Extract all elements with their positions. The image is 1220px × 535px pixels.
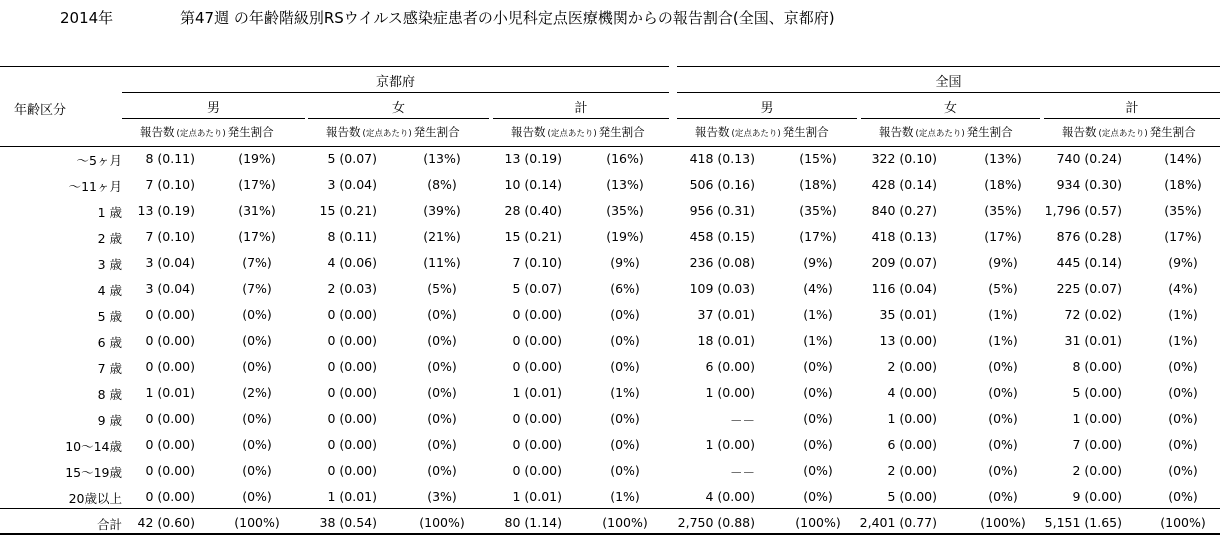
row-5-count-5: 225 (0.07) (1056, 281, 1122, 296)
row-11-ratio-1: (0%) (427, 437, 457, 452)
row-4-ratio-1: (11%) (423, 255, 461, 270)
row-5-count-0: 3 (0.04) (145, 281, 195, 296)
row-13-ratio-0: (0%) (242, 489, 272, 504)
row-8-ratio-0: (0%) (242, 359, 272, 374)
row-3-count-2: 15 (0.21) (504, 229, 562, 244)
row-2-ratio-1: (39%) (423, 203, 461, 218)
row-9-count-1: 0 (0.00) (327, 385, 377, 400)
total-count-2: 80 (1.14) (504, 515, 562, 530)
row-5-ratio-3: (4%) (803, 281, 833, 296)
row-1-count-5: 934 (0.30) (1056, 177, 1122, 192)
age-row-label-8: 7 歳 (97, 361, 122, 376)
sex-header-4: 女 (943, 101, 957, 116)
row-12-count-5: 2 (0.00) (1072, 463, 1122, 478)
total-ratio-3: (100%) (795, 515, 841, 530)
age-row-label-0: ～5ヶ月 (76, 153, 122, 168)
age-row-label-12: 15～19歳 (65, 465, 122, 480)
row-11-count-2: 0 (0.00) (512, 437, 562, 452)
row-7-ratio-3: (1%) (803, 333, 833, 348)
row-2-ratio-5: (35%) (1164, 203, 1202, 218)
row-7-count-0: 0 (0.00) (145, 333, 195, 348)
age-row-label-9: 8 歳 (97, 387, 122, 402)
row-6-count-5: 72 (0.02) (1064, 307, 1122, 322)
row-3-ratio-1: (21%) (423, 229, 461, 244)
row-9-count-2: 1 (0.01) (512, 385, 562, 400)
row-11-count-5: 7 (0.00) (1072, 437, 1122, 452)
age-row-label-11: 10～14歳 (65, 439, 122, 454)
total-count-5: 5,151 (1.65) (1044, 515, 1122, 530)
row-3-count-3: 458 (0.15) (689, 229, 755, 244)
row-6-count-1: 0 (0.00) (327, 307, 377, 322)
ratio-label: 発生割合 (598, 125, 645, 139)
row-7-ratio-1: (0%) (427, 333, 457, 348)
row-2-count-3: 956 (0.31) (689, 203, 755, 218)
row-11-ratio-5: (0%) (1168, 437, 1198, 452)
sub-header-4 (879, 124, 1013, 140)
row-1-ratio-5: (18%) (1164, 177, 1202, 192)
row-0-count-5: 740 (0.24) (1056, 151, 1122, 166)
row-3-count-1: 8 (0.11) (327, 229, 377, 244)
row-13-ratio-5: (0%) (1168, 489, 1198, 504)
row-10-count-1: 0 (0.00) (327, 411, 377, 426)
row-3-ratio-3: (17%) (799, 229, 837, 244)
row-7-count-2: 0 (0.00) (512, 333, 562, 348)
row-5-count-3: 109 (0.03) (689, 281, 755, 296)
row-0-ratio-2: (16%) (606, 151, 644, 166)
row-1-ratio-1: (8%) (427, 177, 457, 192)
count-label: 報告数 (511, 125, 546, 139)
row-6-count-4: 35 (0.01) (879, 307, 937, 322)
row-0-count-3: 418 (0.13) (689, 151, 755, 166)
row-8-ratio-1: (0%) (427, 359, 457, 374)
row-0-count-0: 8 (0.11) (145, 151, 195, 166)
region-header-national: 全国 (935, 75, 962, 90)
row-1-count-4: 428 (0.14) (871, 177, 937, 192)
row-7-ratio-0: (0%) (242, 333, 272, 348)
total-count-4: 2,401 (0.77) (859, 515, 937, 530)
row-4-count-0: 3 (0.04) (145, 255, 195, 270)
age-row-label-3: 2 歳 (97, 231, 122, 246)
row-6-ratio-2: (0%) (610, 307, 640, 322)
row-10-ratio-2: (0%) (610, 411, 640, 426)
sub-header-5 (1062, 124, 1196, 140)
row-5-ratio-1: (5%) (427, 281, 457, 296)
row-11-ratio-0: (0%) (242, 437, 272, 452)
row-5-count-4: 116 (0.04) (871, 281, 937, 296)
sex-rule-0 (122, 118, 305, 119)
row-4-count-5: 445 (0.14) (1056, 255, 1122, 270)
row-3-count-0: 7 (0.10) (145, 229, 195, 244)
sex-rule-3 (677, 118, 857, 119)
row-10-count-5: 1 (0.00) (1072, 411, 1122, 426)
count-label: 報告数 (326, 125, 361, 139)
per-site-label: (定点あたり) (362, 129, 412, 139)
per-site-label: (定点あたり) (915, 129, 965, 139)
row-6-ratio-4: (1%) (988, 307, 1018, 322)
sub-header-2 (511, 124, 645, 140)
row-1-count-3: 506 (0.16) (689, 177, 755, 192)
row-9-count-0: 1 (0.01) (145, 385, 195, 400)
age-row-label-2: 1 歳 (97, 205, 122, 220)
sex-header-1: 女 (391, 101, 405, 116)
row-2-ratio-0: (31%) (238, 203, 276, 218)
row-11-count-3: 1 (0.00) (705, 437, 755, 452)
row-9-ratio-1: (0%) (427, 385, 457, 400)
page-title: 第47週 の年齢階級別RSウイルス感染症患者の小児科定点医療機関からの報告割合(全国、京都府) (180, 9, 835, 27)
ratio-label: 発生割合 (1149, 125, 1196, 139)
row-7-count-4: 13 (0.00) (879, 333, 937, 348)
row-9-ratio-2: (1%) (610, 385, 640, 400)
row-3-ratio-4: (17%) (984, 229, 1022, 244)
row-8-count-2: 0 (0.00) (512, 359, 562, 374)
total-ratio-1: (100%) (419, 515, 465, 530)
row-13-ratio-4: (0%) (988, 489, 1018, 504)
row-12-ratio-4: (0%) (988, 463, 1018, 478)
age-row-label-5: 4 歳 (97, 283, 122, 298)
row-9-ratio-5: (0%) (1168, 385, 1198, 400)
per-site-label: (定点あたり) (731, 129, 781, 139)
sex-rule-5 (1044, 118, 1220, 119)
row-12-count-4: 2 (0.00) (887, 463, 937, 478)
age-row-label-7: 6 歳 (97, 335, 122, 350)
row-4-ratio-0: (7%) (242, 255, 272, 270)
per-site-label: (定点あたり) (1098, 129, 1148, 139)
row-2-count-2: 28 (0.40) (504, 203, 562, 218)
age-group-header: 年齢区分 (13, 103, 66, 118)
row-0-count-4: 322 (0.10) (871, 151, 937, 166)
row-5-ratio-5: (4%) (1168, 281, 1198, 296)
row-1-ratio-4: (18%) (984, 177, 1022, 192)
total-row-label: 合計 (96, 517, 122, 532)
row-4-ratio-5: (9%) (1168, 255, 1198, 270)
row-2-count-4: 840 (0.27) (871, 203, 937, 218)
sex-rule-1 (308, 118, 489, 119)
total-count-0: 42 (0.60) (137, 515, 195, 530)
row-2-ratio-2: (35%) (606, 203, 644, 218)
count-label: 報告数 (695, 125, 730, 139)
row-12-count-0: 0 (0.00) (145, 463, 195, 478)
row-7-count-5: 31 (0.01) (1064, 333, 1122, 348)
row-10-count-4: 1 (0.00) (887, 411, 937, 426)
sub-header-0 (140, 124, 274, 140)
row-1-count-2: 10 (0.14) (504, 177, 562, 192)
row-2-ratio-3: (35%) (799, 203, 837, 218)
total-ratio-4: (100%) (980, 515, 1026, 530)
row-8-ratio-5: (0%) (1168, 359, 1198, 374)
total-ratio-2: (100%) (602, 515, 648, 530)
sex-rule-4 (861, 118, 1040, 119)
row-6-count-0: 0 (0.00) (145, 307, 195, 322)
row-5-ratio-0: (7%) (242, 281, 272, 296)
row-8-count-3: 6 (0.00) (705, 359, 755, 374)
row-12-ratio-2: (0%) (610, 463, 640, 478)
per-site-label: (定点あたり) (547, 129, 597, 139)
row-3-ratio-0: (17%) (238, 229, 276, 244)
row-1-count-1: 3 (0.04) (327, 177, 377, 192)
row-4-count-4: 209 (0.07) (871, 255, 937, 270)
row-1-ratio-0: (17%) (238, 177, 276, 192)
row-10-ratio-0: (0%) (242, 411, 272, 426)
row-13-ratio-1: (3%) (427, 489, 457, 504)
row-12-count-2: 0 (0.00) (512, 463, 562, 478)
row-12-ratio-3: (0%) (803, 463, 833, 478)
count-label: 報告数 (140, 125, 175, 139)
ratio-label: 発生割合 (966, 125, 1013, 139)
row-4-ratio-2: (9%) (610, 255, 640, 270)
row-8-ratio-4: (0%) (988, 359, 1018, 374)
row-4-count-1: 4 (0.06) (327, 255, 377, 270)
row-7-ratio-5: (1%) (1168, 333, 1198, 348)
row-6-count-2: 0 (0.00) (512, 307, 562, 322)
row-7-ratio-2: (0%) (610, 333, 640, 348)
row-9-count-3: 1 (0.00) (705, 385, 755, 400)
row-9-count-5: 5 (0.00) (1072, 385, 1122, 400)
row-2-count-5: 1,796 (0.57) (1044, 203, 1122, 218)
row-8-count-5: 8 (0.00) (1072, 359, 1122, 374)
row-4-ratio-3: (9%) (803, 255, 833, 270)
row-10-ratio-5: (0%) (1168, 411, 1198, 426)
row-11-ratio-3: (0%) (803, 437, 833, 452)
row-12-count-1: 0 (0.00) (327, 463, 377, 478)
region-header-kyoto: 京都府 (375, 75, 415, 90)
ratio-label: 発生割合 (413, 125, 460, 139)
year-label: 2014年 (60, 9, 114, 27)
row-11-count-0: 0 (0.00) (145, 437, 195, 452)
total-count-3: 2,750 (0.88) (677, 515, 755, 530)
sex-header-0: 男 (206, 101, 220, 116)
row-13-ratio-3: (0%) (803, 489, 833, 504)
row-10-count-2: 0 (0.00) (512, 411, 562, 426)
total-top-rule (0, 508, 1220, 509)
row-0-ratio-3: (15%) (799, 151, 837, 166)
row-3-count-5: 876 (0.28) (1056, 229, 1122, 244)
row-6-ratio-1: (0%) (427, 307, 457, 322)
row-9-ratio-3: (0%) (803, 385, 833, 400)
sub-header-1 (326, 124, 460, 140)
row-13-ratio-2: (1%) (610, 489, 640, 504)
row-4-ratio-4: (9%) (988, 255, 1018, 270)
sex-header-3: 男 (760, 101, 774, 116)
row-8-ratio-2: (0%) (610, 359, 640, 374)
age-row-label-4: 3 歳 (97, 257, 122, 272)
row-8-count-0: 0 (0.00) (145, 359, 195, 374)
row-6-count-3: 37 (0.01) (697, 307, 755, 322)
row-3-ratio-5: (17%) (1164, 229, 1202, 244)
row-10-ratio-4: (0%) (988, 411, 1018, 426)
row-5-count-2: 5 (0.07) (512, 281, 562, 296)
row-9-ratio-4: (0%) (988, 385, 1018, 400)
row-13-count-5: 9 (0.00) (1072, 489, 1122, 504)
total-count-1: 38 (0.54) (319, 515, 377, 530)
row-7-ratio-4: (1%) (988, 333, 1018, 348)
row-0-ratio-5: (14%) (1164, 151, 1202, 166)
age-row-label-10: 9 歳 (97, 413, 122, 428)
per-site-label: (定点あたり) (176, 129, 226, 139)
row-7-count-1: 0 (0.00) (327, 333, 377, 348)
count-label: 報告数 (879, 125, 914, 139)
row-10-count-0: 0 (0.00) (145, 411, 195, 426)
row-0-count-1: 5 (0.07) (327, 151, 377, 166)
row-7-count-3: 18 (0.01) (697, 333, 755, 348)
sub-header-3 (695, 124, 829, 140)
row-8-ratio-3: (0%) (803, 359, 833, 374)
row-2-count-1: 15 (0.21) (319, 203, 377, 218)
age-row-label-1: ～11ヶ月 (68, 179, 122, 194)
total-ratio-5: (100%) (1160, 515, 1206, 530)
row-13-count-0: 0 (0.00) (145, 489, 195, 504)
row-0-ratio-1: (13%) (423, 151, 461, 166)
row-12-ratio-5: (0%) (1168, 463, 1198, 478)
count-label: 報告数 (1062, 125, 1097, 139)
region-rule-left (122, 92, 669, 93)
row-9-ratio-0: (2%) (242, 385, 272, 400)
sex-rule-2 (493, 118, 669, 119)
ratio-label: 発生割合 (227, 125, 274, 139)
age-row-label-13: 20歳以上 (68, 491, 122, 506)
row-1-ratio-3: (18%) (799, 177, 837, 192)
row-10-ratio-1: (0%) (427, 411, 457, 426)
row-4-count-2: 7 (0.10) (512, 255, 562, 270)
row-10-count-3: －－ (729, 413, 755, 428)
header-bottom-rule (0, 146, 1220, 147)
row-13-count-3: 4 (0.00) (705, 489, 755, 504)
row-13-count-2: 1 (0.01) (512, 489, 562, 504)
region-rule-right (677, 92, 1220, 93)
row-5-ratio-4: (5%) (988, 281, 1018, 296)
row-2-count-0: 13 (0.19) (137, 203, 195, 218)
row-8-count-1: 0 (0.00) (327, 359, 377, 374)
row-12-ratio-1: (0%) (427, 463, 457, 478)
row-13-count-1: 1 (0.01) (327, 489, 377, 504)
row-6-ratio-3: (1%) (803, 307, 833, 322)
sex-header-5: 計 (1125, 101, 1139, 116)
row-3-ratio-2: (19%) (606, 229, 644, 244)
row-6-ratio-0: (0%) (242, 307, 272, 322)
row-0-count-2: 13 (0.19) (504, 151, 562, 166)
row-9-count-4: 4 (0.00) (887, 385, 937, 400)
row-12-ratio-0: (0%) (242, 463, 272, 478)
row-11-ratio-2: (0%) (610, 437, 640, 452)
sex-header-2: 計 (574, 101, 588, 116)
row-11-count-4: 6 (0.00) (887, 437, 937, 452)
age-row-label-6: 5 歳 (97, 309, 122, 324)
row-1-ratio-2: (13%) (606, 177, 644, 192)
row-0-ratio-0: (19%) (238, 151, 276, 166)
row-13-count-4: 5 (0.00) (887, 489, 937, 504)
row-10-ratio-3: (0%) (803, 411, 833, 426)
row-4-count-3: 236 (0.08) (689, 255, 755, 270)
row-1-count-0: 7 (0.10) (145, 177, 195, 192)
row-12-count-3: －－ (729, 465, 755, 480)
row-11-ratio-4: (0%) (988, 437, 1018, 452)
row-2-ratio-4: (35%) (984, 203, 1022, 218)
ratio-label: 発生割合 (782, 125, 829, 139)
total-ratio-0: (100%) (234, 515, 280, 530)
row-6-ratio-5: (1%) (1168, 307, 1198, 322)
row-3-count-4: 418 (0.13) (871, 229, 937, 244)
top-rule-left (0, 66, 669, 67)
row-8-count-4: 2 (0.00) (887, 359, 937, 374)
row-5-count-1: 2 (0.03) (327, 281, 377, 296)
row-5-ratio-2: (6%) (610, 281, 640, 296)
row-11-count-1: 0 (0.00) (327, 437, 377, 452)
row-0-ratio-4: (13%) (984, 151, 1022, 166)
top-rule-right (677, 66, 1220, 67)
